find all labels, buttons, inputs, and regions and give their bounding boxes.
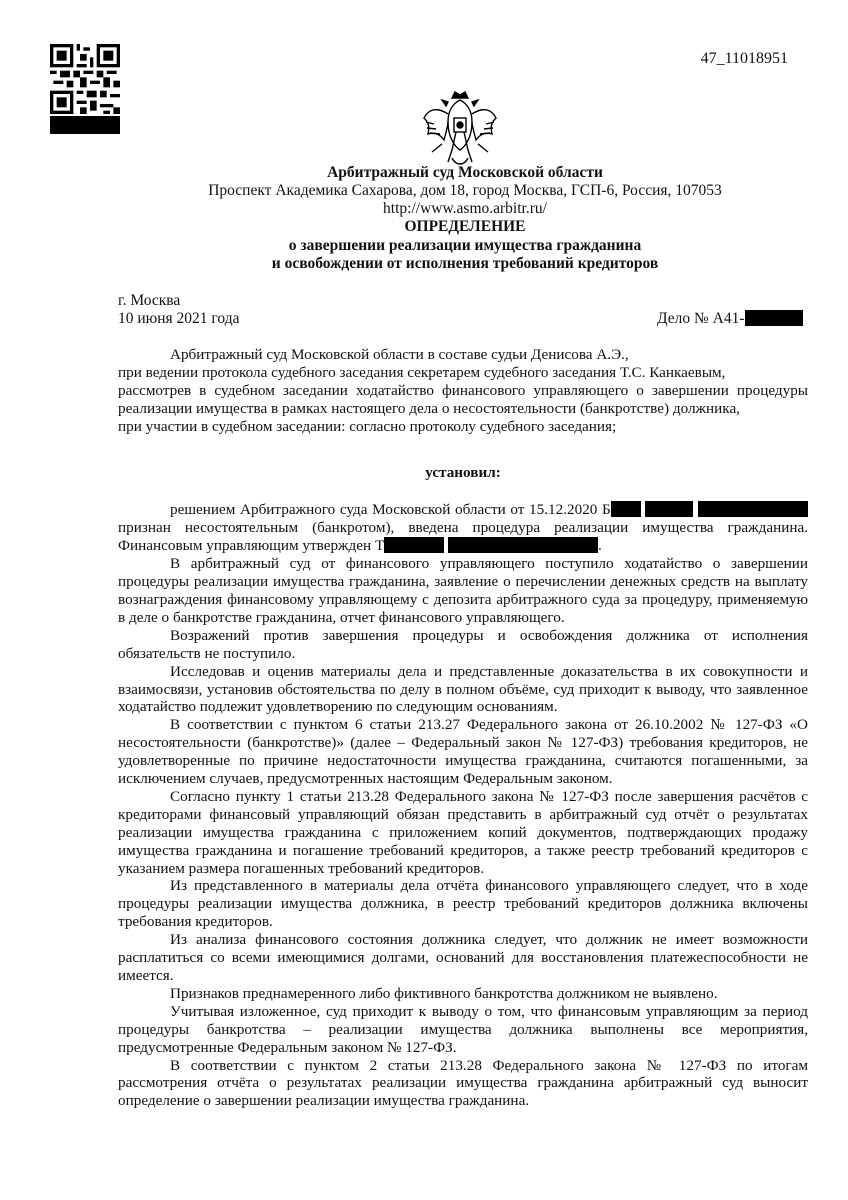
paragraph: Учитывая изложенное, суд приходит к выводу о том, что финансовым управляющим за период процедуры банкротства – реализации имущества должника выполнены все мероприятия, предусмотренные Федеральным законом № 127-ФЗ.	[118, 1002, 808, 1056]
redaction-block	[611, 501, 641, 517]
redaction-block	[645, 501, 693, 517]
intro-line: при участии в судебном заседании: согласно протоколу судебного заседания;	[118, 417, 617, 435]
paragraph: Признаков преднамеренного либо фиктивного банкротства должником не выявлено.	[170, 984, 718, 1002]
document-subject-line-1: о завершении реализации имущества гражданина	[288, 237, 642, 254]
case-id: 47_11018951	[700, 50, 788, 67]
paragraph: В соответствии с пунктом 6 статьи 213.27 Федерального закона от 26.10.2002 № 127-ФЗ «О несостоятельности (банкротстве)» (далее – Федеральный закон № 127-ФЗ) требования кредиторов, не удовлетворенные по причине недостаточности имущества гражданина, считаются погашенными, за исключением случаев, предусмотренных настоящим Федеральным законом.	[118, 716, 808, 788]
redaction-block	[448, 537, 598, 553]
court-address: Проспект Академика Сахарова, дом 18, город Москва, ГСП-6, Россия, 107053	[208, 182, 722, 199]
intro-line: Арбитражный суд Московской области в составе судьи Денисова А.Э.,	[170, 346, 629, 363]
document-date: 10 июня 2021 года	[118, 310, 240, 327]
paragraph: В соответствии с пунктом 2 статьи 213.28 Федерального закона № 127-ФЗ по итогам рассмотрения отчёта о результатах реализации имущества гражданина арбитражный суд выносит определение о завершении реализации имущества гражданина.	[118, 1056, 808, 1110]
coat-of-arms-emblem	[422, 88, 498, 174]
document-body	[118, 346, 808, 1110]
paragraph-text: признан несостоятельным (банкротом), введена процедура реализации имущества гражданина. Финансовым управляющим утвержден Т	[118, 519, 808, 555]
case-number	[657, 310, 803, 328]
paragraph	[118, 501, 808, 555]
court-website: http://www.asmo.arbitr.ru/	[383, 200, 547, 217]
paragraph: Согласно пункту 1 статьи 213.28 Федерального закона № 127-ФЗ после завершения расчётов с кредиторами финансовый управляющий обязан представить в арбитражный суд отчёт о результатах реализации имущества гражданина с приложением копий документов, подтверждающих продажу имущества гражданина и погашение требований кредиторов, а также реестр требований кредиторов с указанием размера погашенных требований кредиторов.	[118, 787, 808, 877]
document-subject-line-2: и освобождении от исполнения требований кредиторов	[271, 255, 659, 272]
qr-code	[50, 44, 120, 114]
redaction-block	[745, 310, 803, 326]
paragraph: Из представленного в материалы дела отчёта финансового управляющего следует, что в ходе процедуры реализации имущества должника, в реестр требований кредиторов должника включены требования кредиторов.	[118, 877, 808, 931]
paragraph: Возражений против завершения процедуры и освобождения должника от исполнения обязательств не поступило.	[118, 626, 808, 662]
case-number-prefix: Дело № А41-	[657, 310, 745, 327]
established-heading: установил:	[425, 463, 501, 481]
city: г. Москва	[118, 292, 181, 309]
paragraph: Из анализа финансового состояния должника следует, что должник не имеет возможности расплатиться со всеми имеющимися долгами, оснований для восстановления платежеспособности не имеется.	[118, 931, 808, 984]
paragraph: Исследовав и оценив материалы дела и представленные доказательства в их совокупности и взаимосвязи, установив обстоятельства по делу в полном объёме, суд приходит к выводу, что заявленное ходатайство подлежит удовлетворению по следующим основаниям.	[118, 662, 808, 716]
redaction-block	[384, 537, 444, 553]
redaction-block	[50, 116, 120, 134]
document-type: ОПРЕДЕЛЕНИЕ	[404, 218, 526, 235]
court-name: Арбитражный суд Московской области	[327, 164, 603, 181]
paragraph: В арбитражный суд от финансового управляющего поступило ходатайство о завершении процедуры реализации имущества гражданина, заявление о перечислении денежных средств на выплату вознаграждения финансовому управляющему с депозита арбитражного суда за процедуру, применяемую в деле о банкротстве гражданина, отчет финансового управляющего.	[118, 555, 808, 626]
intro-line: при ведении протокола судебного заседания секретарем судебного заседания Т.С. Канкаевым,	[118, 363, 726, 381]
redaction-block	[698, 501, 808, 517]
paragraph-text: решением Арбитражного суда Московской области от 15.12.2020 Б	[170, 501, 611, 519]
intro-line: рассмотрев в судебном заседании ходатайство финансового управляющего о завершении процедуры реализации имущества в рамках настоящего дела о несостоятельности (банкротстве) должника,	[118, 381, 808, 417]
paragraph-text: .	[598, 537, 602, 555]
